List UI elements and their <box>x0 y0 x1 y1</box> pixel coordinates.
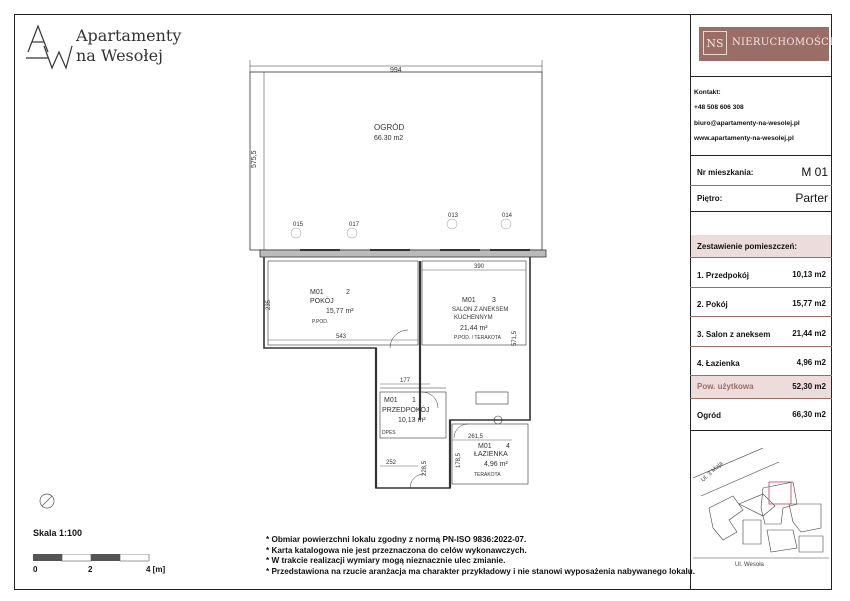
room4-code: M01 <box>478 443 492 450</box>
total-label: Pow. użytkowa <box>697 382 754 391</box>
garden-area: 66.30 m2 <box>374 135 404 142</box>
logo <box>24 22 194 72</box>
dim-1785: 178,5 <box>456 452 462 468</box>
room-1-area: 10,13 m2 <box>792 270 826 279</box>
map-street-top: Ul. 3 Maja <box>700 460 725 484</box>
contact-website[interactable]: www.apartamenty-na-wesolej.pl <box>694 135 794 142</box>
note-3: * W trakcie realizacji wymiary mogą nieznacznie ulec zmianie. <box>266 556 506 565</box>
map-street-bottom: Ul. Wesoła <box>735 562 764 568</box>
room3-num: 3 <box>492 297 496 304</box>
exterior-wall <box>260 250 546 257</box>
dim-garden-depth: 575,5 <box>251 150 258 168</box>
dim-2615: 261,5 <box>468 434 484 440</box>
room-3-label: 3. Salon z aneksem <box>697 330 771 339</box>
panel-divider <box>690 14 691 590</box>
contact-email[interactable]: biuro@apartamenty-na-wesolej.pl <box>694 120 800 127</box>
room2-num: 2 <box>346 289 350 296</box>
room4-area: 4,96 m² <box>484 461 508 468</box>
scale-bar <box>33 554 151 562</box>
dim-543: 543 <box>336 334 347 340</box>
dim-garden-width: 994 <box>390 67 402 74</box>
dim-235: 235 <box>266 299 272 310</box>
dim-2285: 228,5 <box>422 460 428 476</box>
room4-name: ŁAZIENKA <box>474 451 508 458</box>
room4-floor: TERAKOTA <box>474 472 501 478</box>
room2-name: POKÓJ <box>310 298 334 305</box>
contact-label: Kontakt: <box>694 89 721 96</box>
room1-code: M01 <box>384 397 398 404</box>
room3-name1: SALON Z ANEKSEM <box>452 307 509 313</box>
room1-area: 10,13 m² <box>398 417 426 424</box>
room3-area: 21,44 m² <box>460 325 488 332</box>
note-1: * Obmiar powierzchni lokalu zgodny z normą PN-ISO 9836:2022-07. <box>266 535 527 544</box>
room2-floor: P.POD. <box>312 319 329 325</box>
room1-floor: DPES <box>382 430 396 436</box>
location-map <box>693 448 829 574</box>
room-4-area: 4,96 m2 <box>796 358 826 367</box>
room3-floor: P.POD. / TERAKOTA <box>454 335 501 341</box>
scale-label: Skala 1:100 <box>33 528 83 538</box>
room-2-area: 15,77 m2 <box>792 299 826 308</box>
room1-num: 1 <box>412 397 416 404</box>
room-1-label: 1. Przedpokój <box>697 271 750 280</box>
total-area: 52,30 m2 <box>792 382 826 391</box>
room-2-label: 2. Pokój <box>697 300 728 309</box>
window-label-1: 015 <box>293 222 304 228</box>
floor-value: Parter <box>795 191 828 205</box>
floor-plan <box>240 48 560 498</box>
room3-name2: KUCHENNYM <box>454 315 493 321</box>
floor-label: Piętro: <box>697 194 723 203</box>
room4-num: 4 <box>506 443 510 450</box>
dim-5715: 571,5 <box>512 330 518 346</box>
unit-number-label: Nr mieszkania: <box>697 168 754 177</box>
scale-tick-2: 2 <box>88 565 93 574</box>
unit-number-value: M 01 <box>801 165 828 179</box>
window-label-2: 017 <box>349 222 360 228</box>
room-4-label: 4. Łazienka <box>697 359 740 368</box>
logo-title: Apartamenty <box>76 26 182 45</box>
dim-390: 390 <box>474 264 485 270</box>
brand-monogram: NS <box>703 31 727 55</box>
window-label-4: 014 <box>502 213 513 219</box>
garden-area-value: 66,30 m2 <box>792 410 826 419</box>
dim-177: 177 <box>400 378 411 384</box>
garden-label: Ogród <box>697 411 721 420</box>
note-4: * Przedstawiona na rzucie aranżacja ma charakter przykładowy i nie stanowi wyposażenia nabywanego lokalu. <box>266 566 696 576</box>
contact-phone[interactable]: +48 508 606 308 <box>694 104 744 111</box>
window-label-3: 013 <box>448 213 459 219</box>
garden-name: OGRÓD <box>374 123 405 132</box>
room2-code: M01 <box>310 289 324 296</box>
brand-name: NIERUCHOMOŚCI <box>732 37 834 48</box>
room2-area: 15,77 m² <box>326 308 354 315</box>
notes <box>266 535 695 577</box>
note-2: * Karta katalogowa nie jest przeznaczona do celów wykonawczych. <box>266 545 527 555</box>
north-arrow-icon <box>38 492 56 510</box>
logo-mark-icon <box>24 22 74 72</box>
dim-252: 252 <box>386 460 397 466</box>
logo-subtitle: na Wesołej <box>76 46 163 65</box>
brand-logo <box>699 27 834 61</box>
room-3-area: 21,44 m2 <box>792 329 826 338</box>
room1-name: PRZEDPOKÓJ <box>382 407 430 414</box>
rooms-header: Zestawienie pomieszczeń: <box>697 242 798 251</box>
scale-tick-4: 4 [m] <box>146 565 166 574</box>
room3-code: M01 <box>462 297 476 304</box>
scale-tick-0: 0 <box>33 565 38 574</box>
